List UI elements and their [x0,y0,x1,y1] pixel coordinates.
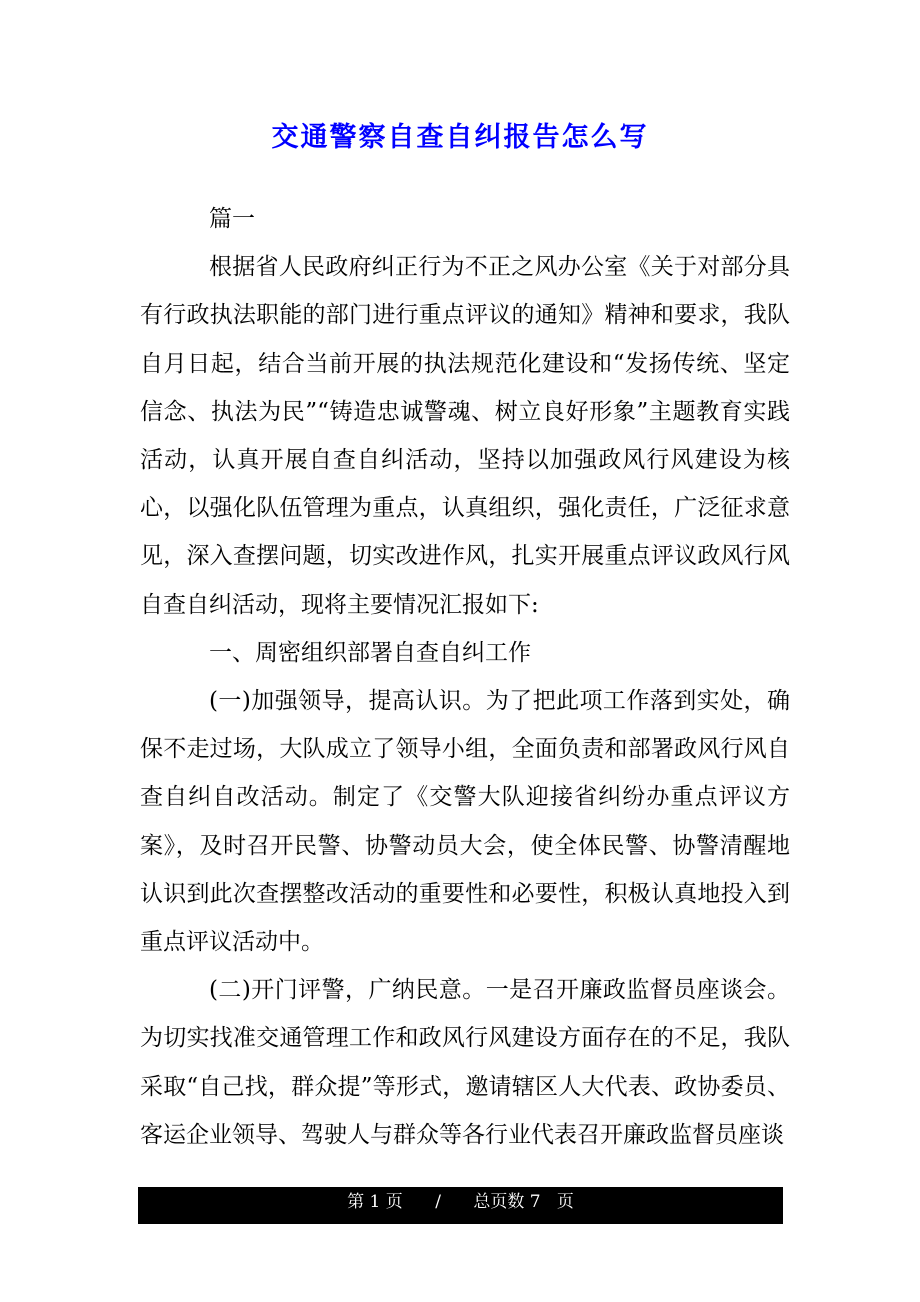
document-body [140,195,790,1159]
paragraph-leadership: (一)加强领导，提高认识。为了把此项工作落到实处，确保不走过场，大队成立了领导小组，全面负责和部署政风行风自查自纠自改活动。制定了《交警大队迎接省纠纷办重点评议方案》，及时召开民警、协警动员大会，使全体民警、协警清醒地认识到此次查摆整改活动的重要性和必要性，积极认真地投入到重点评议活动中。 [140,688,790,956]
paragraph-intro: 根据省人民政府纠正行为不正之风办公室《关于对部分具有行政执法职能的部门进行重点评议的通知》精神和要求，我队自月日起，结合当前开展的执法规范化建设和“发扬传统、坚定信念、执法为民”“铸造忠诚警魂、树立良好形象”主题教育实践活动，认真开展自查自纠活动，坚持以加强政风行风建设为核心，以强化队伍管理为重点，认真组织，强化责任，广泛征求意见，深入查摆问题，切实改进作风，扎实开展重点评议政风行风自查自纠活动，现将主要情况汇报如下: [140,254,790,618]
footer-current-page: 1 [369,1192,381,1212]
footer-page-suffix: 页 [385,1192,403,1212]
footer-total-pages: 7 [529,1192,541,1212]
footer-page-prefix: 第 [347,1192,365,1212]
page-footer [138,1187,783,1224]
footer-total-suffix: 页 [556,1192,574,1212]
section-heading-part-one: 篇一 [209,206,255,232]
footer-separator: / [435,1192,441,1212]
paragraph-open-review: (二)开门评警，广纳民意。一是召开廉政监督员座谈会。为切实找准交通管理工作和政风行风建设方面存在的不足，我队采取“自己找，群众提”等形式，邀请辖区人大代表、政协委员、客运企业领导、驾驶人与群众等各行业代表召开廉政监督员座谈 [140,977,790,1148]
footer-total-label: 总页数 [473,1192,525,1212]
section-heading-organization: 一、周密组织部署自查自纠工作 [209,639,531,666]
document-title: 交通警察自查自纠报告怎么写 [271,122,649,153]
